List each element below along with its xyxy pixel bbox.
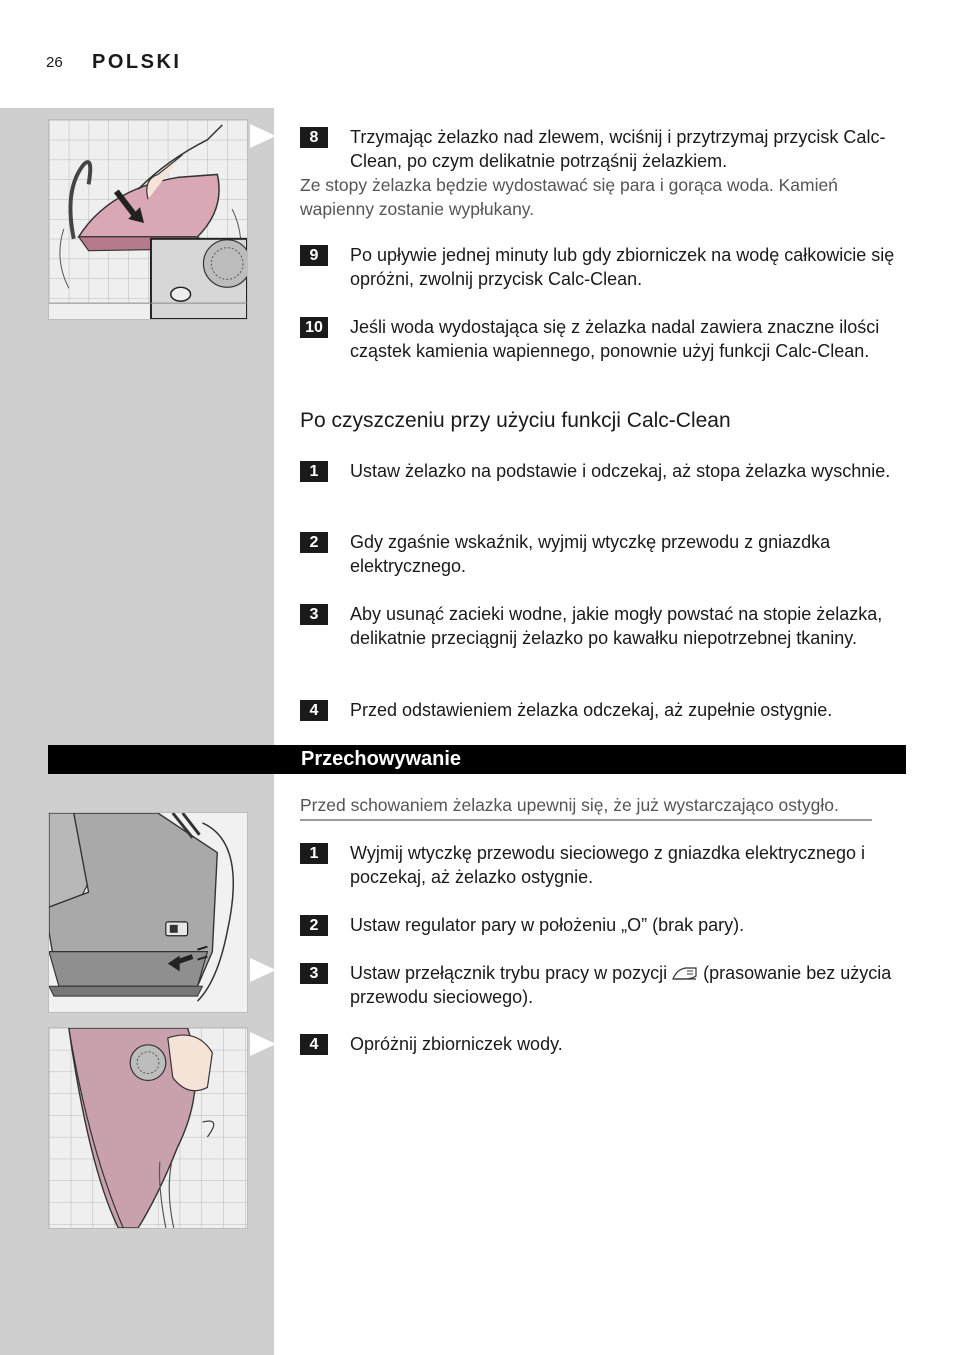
- after-step-3: [300, 602, 910, 650]
- storage-step-2: [300, 913, 910, 937]
- page-number: 26: [46, 54, 63, 71]
- figure-pointer: [250, 124, 276, 148]
- storage-step-3: [300, 961, 910, 1009]
- step-8: [300, 125, 910, 173]
- step-text-after: (prasowanie bez użycia przewodu sieciowego).: [350, 963, 892, 1007]
- step-number: 3: [300, 963, 328, 984]
- language-label: POLSKI: [92, 51, 182, 73]
- empty-tank-illustration: [48, 1027, 248, 1229]
- section-title-storage: Przechowywanie: [301, 748, 462, 770]
- step-number: 4: [300, 1034, 328, 1055]
- calc-clean-illustration: [48, 119, 248, 320]
- after-step-1: [300, 459, 910, 483]
- step-9: [300, 243, 910, 291]
- section-heading-after-cleaning: Po czyszczeniu przy użyciu funkcji Calc-Clean: [300, 409, 731, 432]
- figure-pointer: [250, 1032, 276, 1056]
- step-text-before: Ustaw przełącznik trybu pracy w pozycji: [350, 963, 668, 983]
- step-number: 2: [300, 915, 328, 936]
- figure-pointer: [250, 958, 276, 982]
- section-bar: [48, 745, 906, 774]
- step-text: Ustaw regulator pary w położeniu „O” (brak pary).: [350, 915, 745, 935]
- step-number: 8: [300, 127, 328, 148]
- step-text: Opróżnij zbiorniczek wody.: [350, 1034, 563, 1054]
- step-text: Przed odstawieniem żelazka odczekaj, aż zupełnie ostygnie.: [350, 700, 833, 720]
- step-text: Jeśli woda wydostająca się z żelazka nadal zawiera znaczne ilości cząstek kamienia wapiennego, ponownie użyj funkcji Calc-Clean.: [350, 317, 880, 361]
- step-number: 2: [300, 532, 328, 553]
- step-text: Gdy zgaśnie wskaźnik, wyjmij wtyczkę przewodu z gniazdka elektrycznego.: [350, 532, 831, 576]
- step-number: 9: [300, 245, 328, 266]
- storage-step-1: [300, 841, 910, 889]
- step-text: Wyjmij wtyczkę przewodu sieciowego z gniazdka elektrycznego i poczekaj, aż żelazko ostygnie.: [350, 843, 866, 887]
- step-number: 1: [300, 461, 328, 482]
- step-number: 4: [300, 700, 328, 721]
- after-step-4: [300, 698, 910, 722]
- storage-step-4: [300, 1032, 910, 1056]
- after-step-2: [300, 530, 910, 578]
- step-text: Aby usunąć zacieki wodne, jakie mogły powstać na stopie żelazka, delikatnie przeciągnij żelazko po kawałku niepotrzebnej tkaniny.: [350, 604, 883, 648]
- step-text: Ustaw żelazko na podstawie i odczekaj, aż stopa żelazka wyschnie.: [350, 461, 891, 481]
- step-10: [300, 315, 910, 363]
- storage-tip: Przed schowaniem żelazka upewnij się, że już wystarczająco ostygło.: [300, 793, 872, 821]
- descale-note: Ze stopy żelazka będzie wydostawać się para i gorąca woda. Kamień wapienny zostanie wypłukany.: [300, 175, 838, 219]
- step-text: [350, 961, 910, 1009]
- step-number: 10: [300, 317, 328, 338]
- step-number: 1: [300, 843, 328, 864]
- step-text: Po upływie jednej minuty lub gdy zbiorniczek na wodę całkowicie się opróżni, zwolnij przycisk Calc-Clean.: [350, 245, 895, 289]
- step-text: Trzymając żelazko nad zlewem, wciśnij i przytrzymaj przycisk Calc-Clean, po czym delikatnie potrząśnij żelazkiem.: [350, 127, 886, 171]
- step-number: 3: [300, 604, 328, 625]
- mode-switch-illustration: [48, 812, 248, 1013]
- cordless-ironing-mode-icon: [672, 964, 698, 982]
